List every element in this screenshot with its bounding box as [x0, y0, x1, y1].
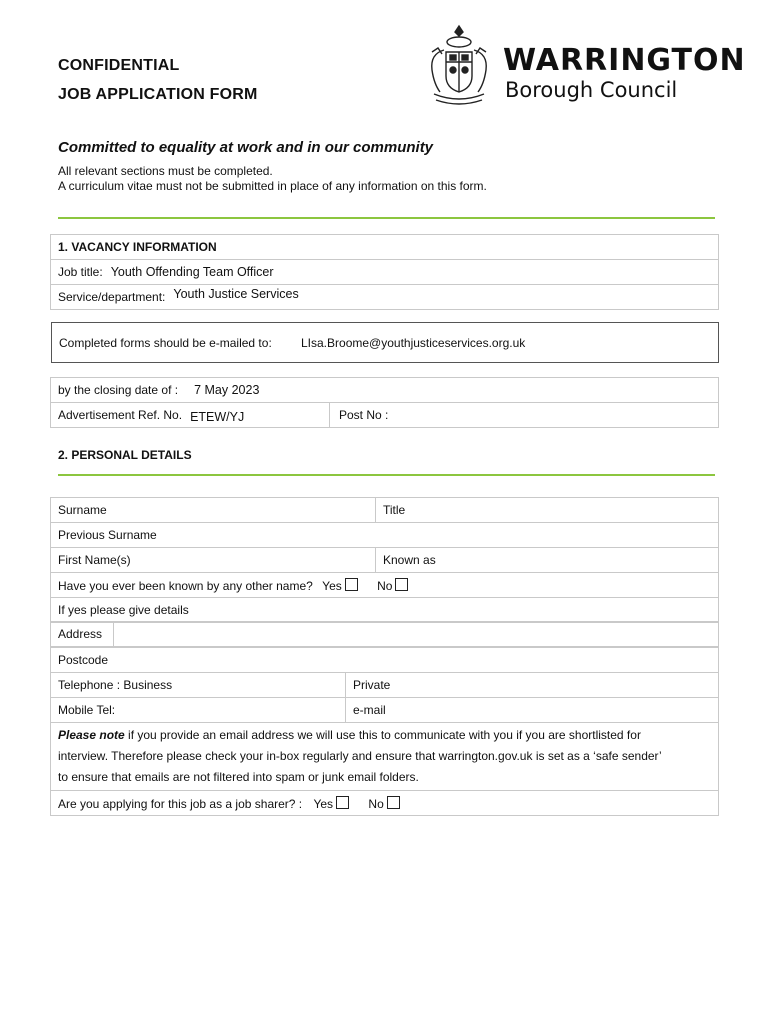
- email-note: [51, 723, 719, 791]
- section-1-title: 1. VACANCY INFORMATION: [51, 235, 719, 260]
- no-label: No: [368, 796, 384, 811]
- job-share-question: Are you applying for this job as a job sharer? :: [58, 796, 303, 811]
- post-no-label: Post No :: [339, 408, 389, 422]
- known-as-field[interactable]: Known as: [376, 548, 719, 573]
- post-no-cell[interactable]: [330, 403, 719, 428]
- coat-of-arms-icon: [424, 22, 494, 108]
- address-label: Address: [51, 622, 114, 647]
- other-name-question: Have you ever been known by any other name?: [58, 578, 313, 593]
- contact-table: [50, 647, 719, 816]
- service-label: Service/department:: [58, 290, 166, 304]
- email-label: Completed forms should be e-mailed to:: [59, 336, 272, 350]
- yes-label: Yes: [313, 796, 334, 811]
- closing-table: [50, 377, 719, 428]
- first-names-field[interactable]: First Name(s): [51, 548, 376, 573]
- title-field[interactable]: Title: [376, 498, 719, 523]
- address-table: [50, 621, 719, 647]
- email-address[interactable]: LIsa.Broome@youthjusticeservices.org.uk: [301, 336, 526, 350]
- divider: [58, 217, 715, 219]
- ref-label: Advertisement Ref. No.: [58, 408, 183, 422]
- divider: [58, 474, 715, 476]
- service-value[interactable]: Youth Justice Services: [173, 287, 299, 301]
- postcode-field[interactable]: Postcode: [51, 648, 719, 673]
- yes-label: Yes: [322, 578, 342, 593]
- tagline: Committed to equality at work and in our community: [58, 139, 434, 156]
- logo-wordmark: WARRINGTON: [503, 43, 746, 78]
- job-title-label: Job title:: [58, 265, 103, 279]
- vacancy-table: [50, 234, 719, 310]
- ref-value[interactable]: ETEW/YJ: [190, 410, 245, 424]
- closing-date-value[interactable]: 7 May 2023: [194, 383, 260, 397]
- email-instructions-box: [51, 322, 719, 363]
- intro-text: [58, 164, 487, 194]
- section-2-title: 2. PERSONAL DETAILS: [58, 448, 192, 462]
- job-share-row: [51, 791, 719, 816]
- job-title-row: [51, 260, 719, 285]
- other-name-no-checkbox[interactable]: [395, 578, 408, 591]
- business-phone-field[interactable]: Telephone : Business: [51, 673, 346, 698]
- note-line-1: if you provide an email address we will use this to communicate with you if you are shortlisted for: [124, 728, 641, 742]
- job-title-value[interactable]: Youth Offending Team Officer: [110, 265, 274, 279]
- other-name-row: [51, 573, 719, 598]
- mobile-field[interactable]: Mobile Tel:: [51, 698, 346, 723]
- other-name-yes-checkbox[interactable]: [345, 578, 358, 591]
- surname-field[interactable]: Surname: [51, 498, 376, 523]
- no-label: No: [377, 578, 393, 593]
- confidential-label: CONFIDENTIAL: [58, 57, 180, 74]
- ref-cell: [51, 403, 330, 428]
- job-share-yes-checkbox[interactable]: [336, 796, 349, 809]
- note-line-2: interview. Therefore please check your in-box regularly and ensure that warrington.gov.uk is set as a ‘safe sender’: [58, 749, 662, 763]
- previous-surname-field[interactable]: Previous Surname: [51, 523, 719, 548]
- intro-line: A curriculum vitae must not be submitted in place of any information on this form.: [58, 179, 487, 193]
- email-field[interactable]: e-mail: [346, 698, 719, 723]
- service-row: [51, 285, 719, 310]
- address-field[interactable]: [114, 622, 719, 647]
- intro-line: All relevant sections must be completed.: [58, 164, 273, 178]
- closing-date-label: by the closing date of :: [58, 383, 179, 397]
- personal-details-table: [50, 497, 719, 623]
- closing-date-row: [51, 378, 719, 403]
- note-bold: Please note: [58, 728, 125, 742]
- note-line-3: to ensure that emails are not filtered into spam or junk email folders.: [58, 770, 419, 784]
- job-share-no-checkbox[interactable]: [387, 796, 400, 809]
- logo-subtitle: Borough Council: [505, 78, 678, 102]
- form-title: JOB APPLICATION FORM: [58, 86, 258, 103]
- other-name-details-field[interactable]: If yes please give details: [51, 598, 719, 623]
- private-phone-field[interactable]: Private: [346, 673, 719, 698]
